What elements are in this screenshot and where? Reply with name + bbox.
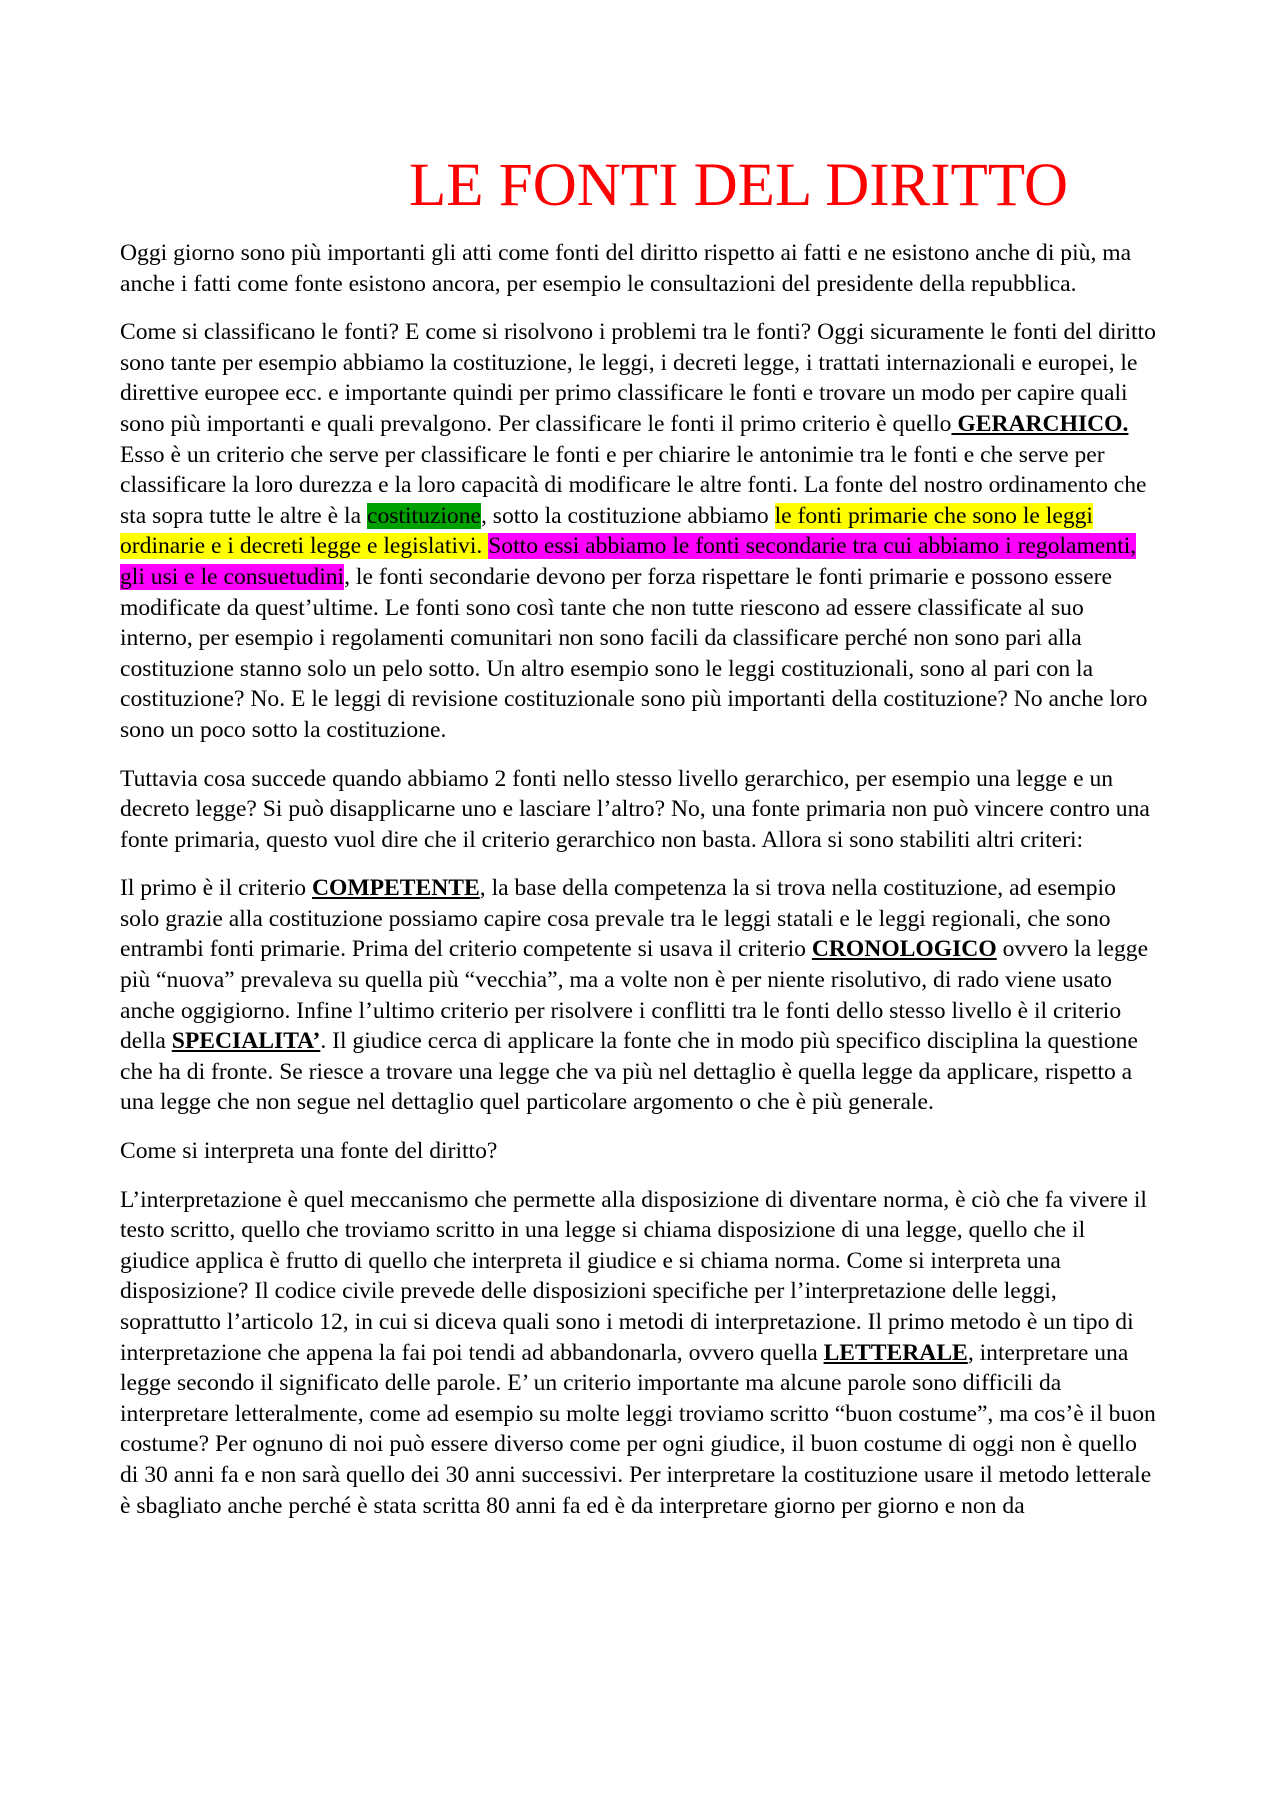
paragraph-criteria [120, 873, 1160, 1118]
keyword-specialita: SPECIALITA’ [171, 1028, 321, 1055]
text-segment: Esso è un criterio che serve per classificare le fonti e per chiarire le antonimie tra le fonti e che serve per classificare la loro durezza e la loro capacità di modificare le altre fonti. La fonte del nostro ordinamento che sta sopra tutte le altre è la [120, 441, 1147, 529]
document-body [120, 238, 1160, 1539]
keyword-cronologico: CRONOLOGICO [811, 936, 997, 963]
text-segment: , interpretare una legge secondo il significato delle parole. E’ un criterio importante ma alcune parole sono difficili da interpretare letteralmente, come ad esempio su molte leggi troviamo scritto “buon costume”, ma cos’è il buon costume? Per ognuno di noi può essere diverso come per ogni giudice, il buon costume di oggi non è quello di 30 anni fa e non sarà quello dei 30 anni successivi. Per interpretare la costituzione usare il metodo letterale è sbagliato anche perché è stata scritta 80 anni fa ed è da interpretare giorno per giorno e non da [120, 1339, 1156, 1519]
keyword-letterale: LETTERALE [823, 1339, 968, 1366]
paragraph-question: Come si interpreta una fonte del diritto? [120, 1138, 498, 1165]
keyword-competente: COMPETENTE [311, 875, 480, 902]
text-segment: ovvero la legge più “nuova” prevaleva su quella più “vecchia”, ma a volte non è per niente risolutivo, di rado viene usato anche oggigiorno. Infine l’ultimo criterio per risolvere i conflitti tra le fonti dello stesso livello è il criterio della [120, 936, 1149, 1055]
text-segment-highlighted-period: . [476, 533, 489, 560]
text-segment: , la base della competenza la si trova nella costituzione, ad esempio solo grazie alla costituzione possiamo capire cosa prevale tra le leggi statali e le leggi regionali, che sono entrambi fonti primarie. Prima del criterio competente si usava il criterio [120, 875, 1116, 963]
paragraph-classification [120, 317, 1160, 745]
paragraph-same-level: Tuttavia cosa succede quando abbiamo 2 fonti nello stesso livello gerarchico, per esempio una legge e un decreto legge? Si può disapplicarne uno e lasciare l’altro? No, una fonte primaria non può vincere contro una fonte primaria, questo vuol dire che il criterio gerarchico non basta. Allora si sono stabiliti altri criteri: [120, 765, 1150, 853]
paragraph-intro: Oggi giorno sono più importanti gli atti come fonti del diritto rispetto ai fatti e ne esistono anche di più, ma anche i fatti come fonte esistono ancora, per esempio le consultazioni del presidente della repubblica. [120, 240, 1132, 297]
highlight-fonti-secondarie: Sotto essi abbiamo le fonti secondarie tra cui abbiamo i regolamenti, gli usi e le consuetudini [120, 533, 1137, 590]
paragraph-interpretation [120, 1185, 1160, 1522]
text-segment: , sotto la costituzione abbiamo [481, 502, 775, 529]
text-segment: Il primo è il criterio [120, 875, 312, 902]
text-segment: L’interpretazione è quel meccanismo che permette alla disposizione di diventare norma, è ciò che fa vivere il testo scritto, quello che troviamo scritto in una legge si chiama disposizione di una legge, quello che il giudice applica è frutto di quello che interpreta il giudice e si chiama norma. Come si interpreta una disposizione? Il codice civile prevede delle disposizioni specifiche per l’interpretazione delle leggi, soprattutto l’articolo 12, in cui si diceva quali sono i metodi di interpretazione. Il primo metodo è un tipo di interpretazione che appena la fai poi tendi ad abbandonarla, ovvero quella [120, 1186, 1147, 1366]
highlight-fonti-primarie: le fonti primarie che sono le leggi ordinarie e i decreti legge e legislativi [120, 502, 1093, 560]
page-title: LE FONTI DEL DIRITTO [409, 152, 1069, 219]
text-segment: Come si classificano le fonti? E come si risolvono i problemi tra le fonti? Oggi sicuramente le fonti del diritto sono tante per esempio abbiamo la costituzione, le leggi, i decreti legge, i trattati internazionali e europei, le direttive europee ecc. e importante quindi per primo classificare le fonti e trovare un modo per capire quali sono più importanti e quali prevalgono. Per classificare le fonti il primo criterio è quello [120, 319, 1156, 437]
text-segment: . Il giudice cerca di applicare la fonte che in modo più specifico disciplina la questione che ha di fronte. Se riesce a trovare una legge che va più nel dettaglio è quella legge da applicare, rispetto a una legge che non segue nel dettaglio quel particolare argomento o che è più generale. [120, 1028, 1138, 1116]
text-segment: , le fonti secondarie devono per forza rispettare le fonti primarie e possono essere modificate da quest’ultime. Le fonti sono così tante che non tutte riescono ad essere classificate al suo interno, per esempio i regolamenti comunitari non sono facili da classificare perché non sono pari alla costituzione stanno solo un pelo sotto. Un altro esempio sono le leggi costituzionali, sono al pari con la costituzione? No. E le leggi di revisione costituzionale sono più importanti della costituzione? No anche loro sono un poco sotto la costituzione. [120, 563, 1148, 743]
keyword-gerarchico: GERARCHICO. [951, 410, 1129, 437]
highlight-costituzione: costituzione [366, 502, 481, 529]
